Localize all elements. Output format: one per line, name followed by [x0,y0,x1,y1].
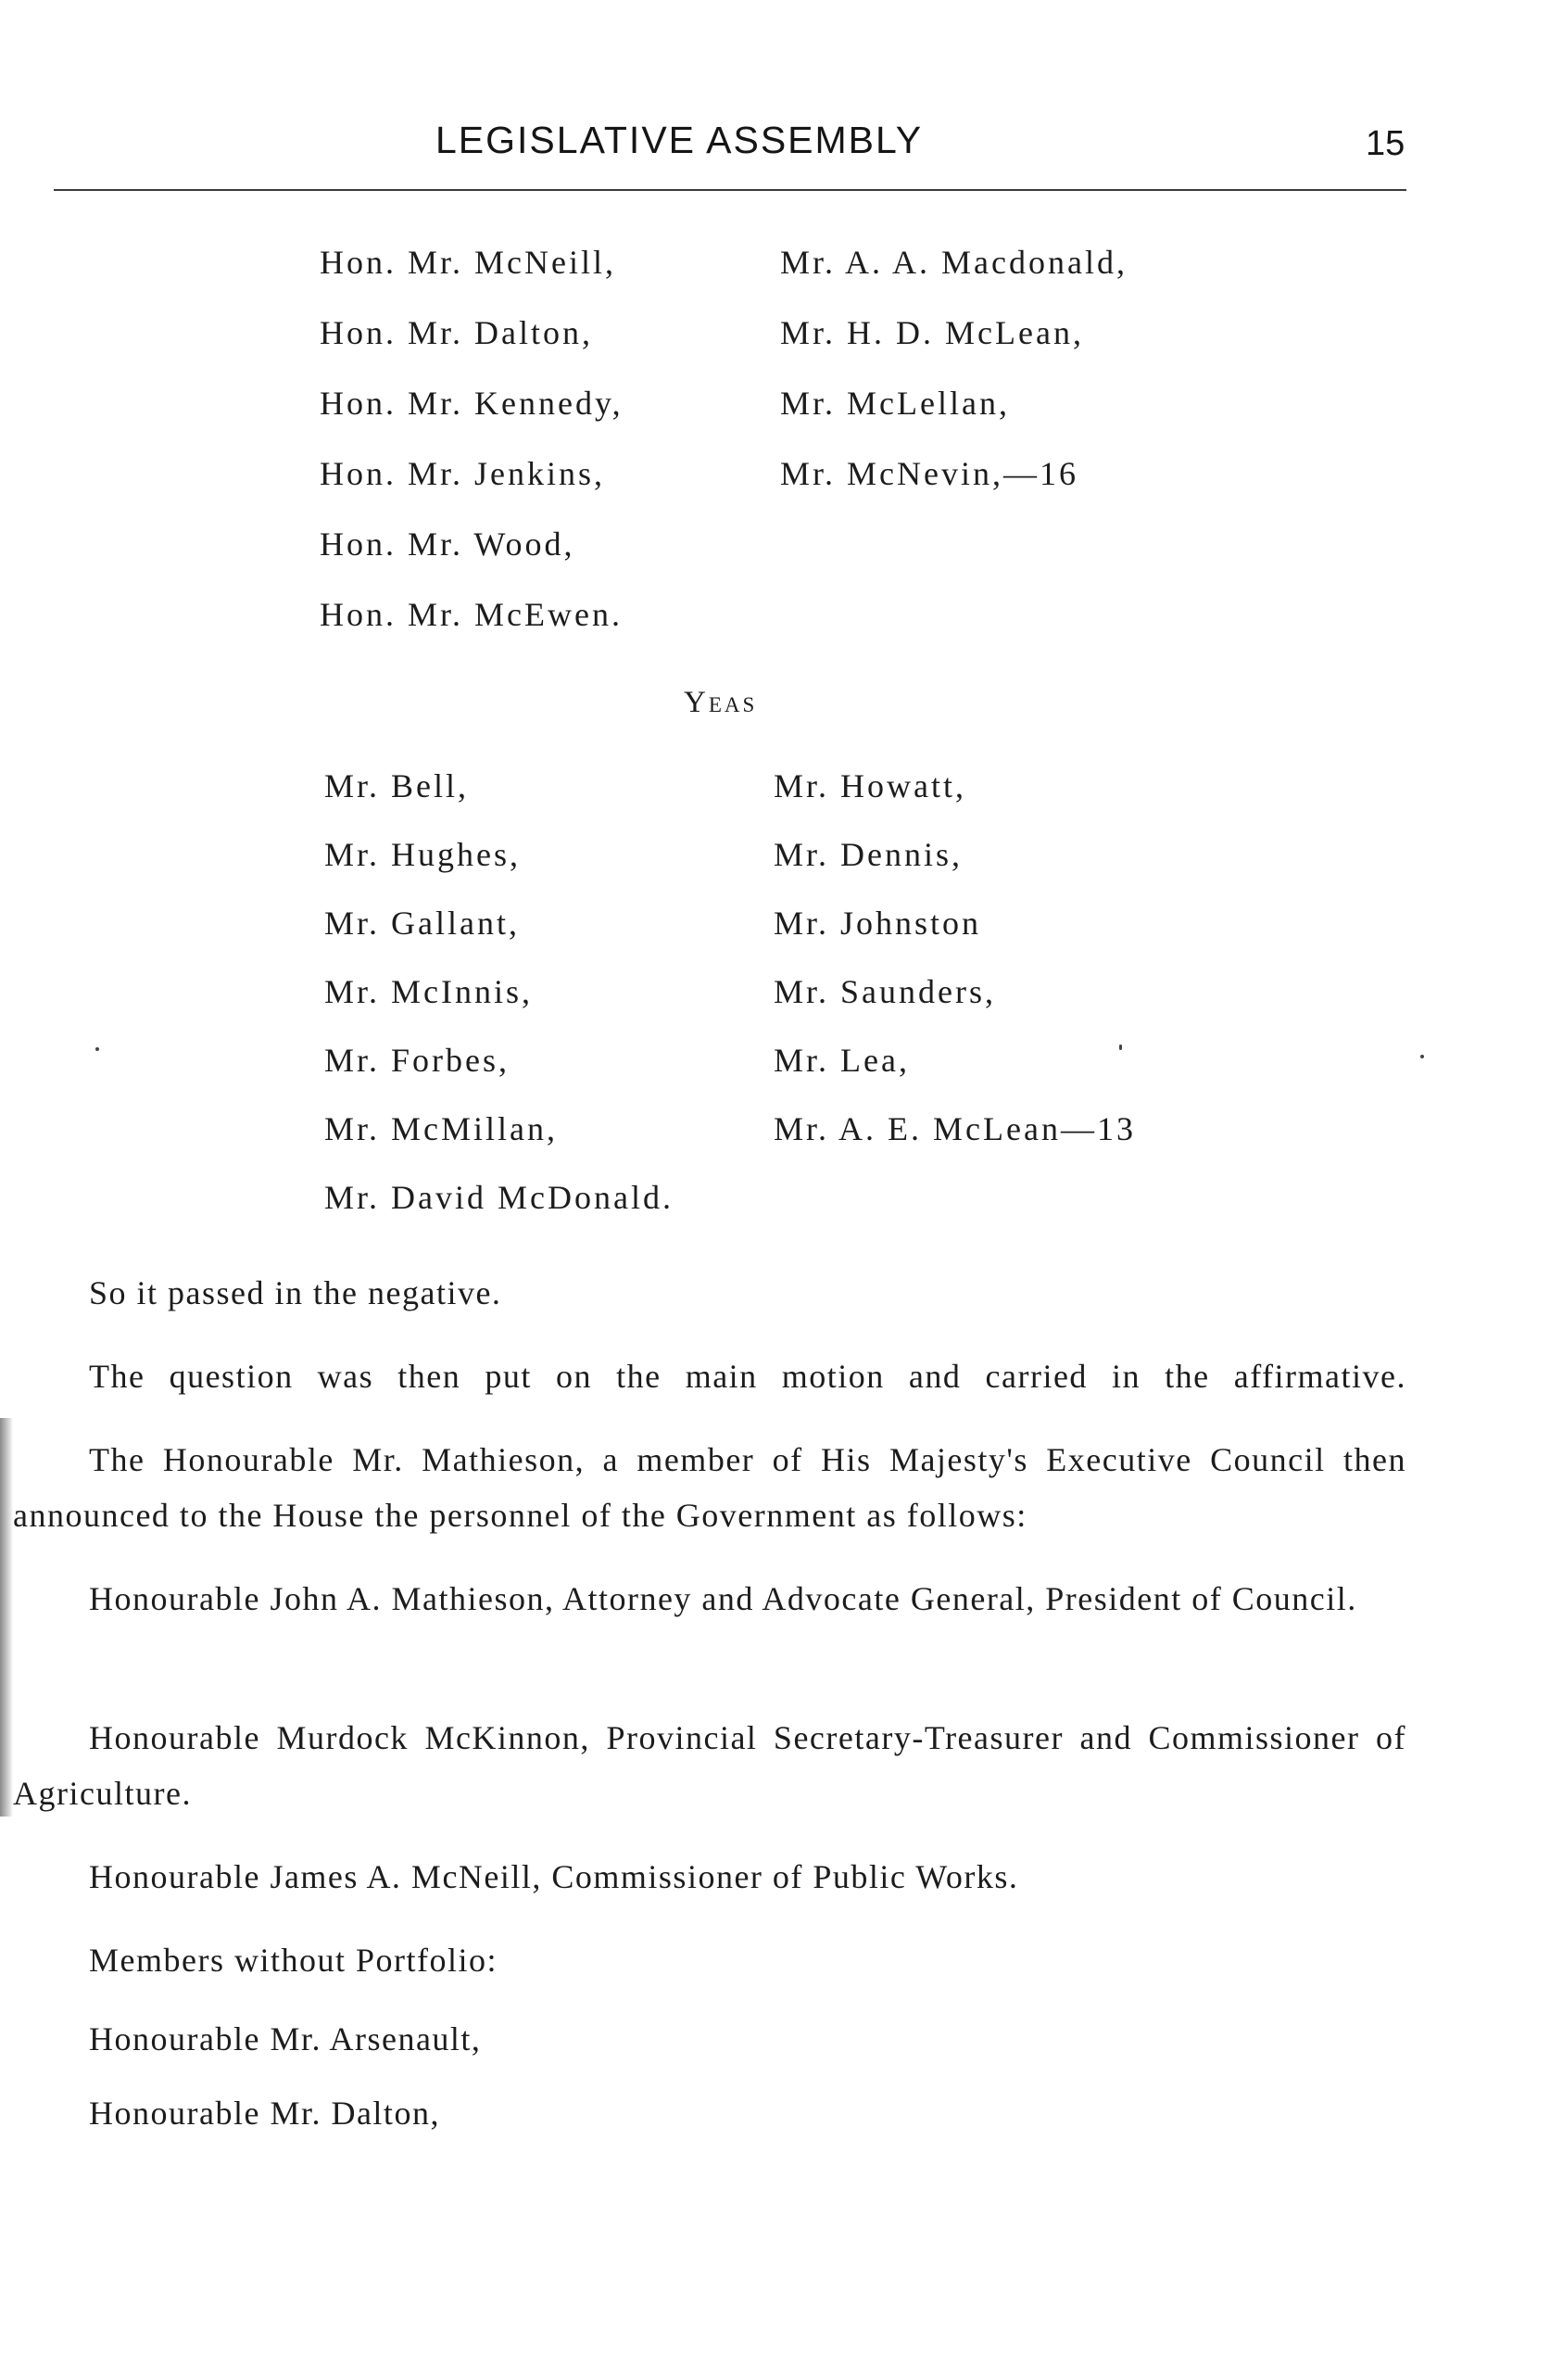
binding-shadow [0,1418,13,1817]
list-item: Mr. Gallant, [324,905,520,942]
paragraph-dalton: Honourable Mr. Dalton, [89,2095,440,2132]
list-item: Hon. Mr. Wood, [320,525,575,563]
list-item: Mr. David McDonald. [324,1179,674,1216]
list-item: Mr. Johnston [774,905,982,942]
ink-speck [1119,1044,1122,1050]
page-number: 15 [1366,124,1405,163]
paragraph-negative: So it passed in the negative. [89,1274,502,1311]
running-head-title: LEGISLATIVE ASSEMBLY [435,119,924,161]
list-item: Mr. Bell, [324,767,470,804]
list-item: Mr. Dennis, [774,836,963,873]
paragraph-main-motion: The question was then put on the main motion and carried in the affirmative. [89,1358,1406,1395]
list-item: Hon. Mr. McNeill, [320,244,616,281]
list-item: Mr. Hughes, [324,836,521,873]
list-item: Mr. McNevin,—16 [780,455,1078,492]
list-item: Mr. A. E. McLean—13 [774,1110,1136,1147]
paragraph-mathieson: Honourable John A. Mathieson, Attorney and Advocate General, President of Council. [89,1580,1357,1617]
list-item: Mr. McMillan, [324,1110,558,1147]
list-item: Mr. Lea, [774,1042,910,1079]
list-item: Mr. H. D. McLean, [780,314,1084,351]
ink-speck [95,1047,99,1051]
paragraph-mckinnon: Honourable Murdock McKinnon, Provincial Secretary-Treasurer and Commissioner of Agriculture. [13,1719,1406,1812]
list-item: Hon. Mr. Dalton, [320,314,593,351]
paragraph-mcneill: Honourable James A. McNeill, Commissioner of Public Works. [89,1858,1019,1895]
list-item: Mr. Saunders, [774,973,996,1010]
list-item: Hon. Mr. McEwen. [320,596,623,633]
paragraph-without-portfolio: Members without Portfolio: [89,1942,498,1979]
list-item: Mr. Howatt, [774,767,966,804]
list-item: Mr. A. A. Macdonald, [780,244,1128,281]
list-item: Hon. Mr. Jenkins, [320,455,606,492]
list-item: Mr. McLellan, [780,385,1010,422]
list-item: Hon. Mr. Kennedy, [320,385,624,422]
list-item: Mr. McInnis, [324,973,533,1010]
ink-speck [1420,1055,1424,1058]
paragraph-announcement: The Honourable Mr. Mathieson, a member of His Majesty's Executive Council then announced to the House the personnel of the Government as follows: [13,1441,1406,1534]
paragraph-arsenault: Honourable Mr. Arsenault, [89,2020,482,2057]
list-item: Mr. Forbes, [324,1042,510,1079]
yeas-heading: Yeas [684,686,758,719]
header-rule [54,189,1406,191]
